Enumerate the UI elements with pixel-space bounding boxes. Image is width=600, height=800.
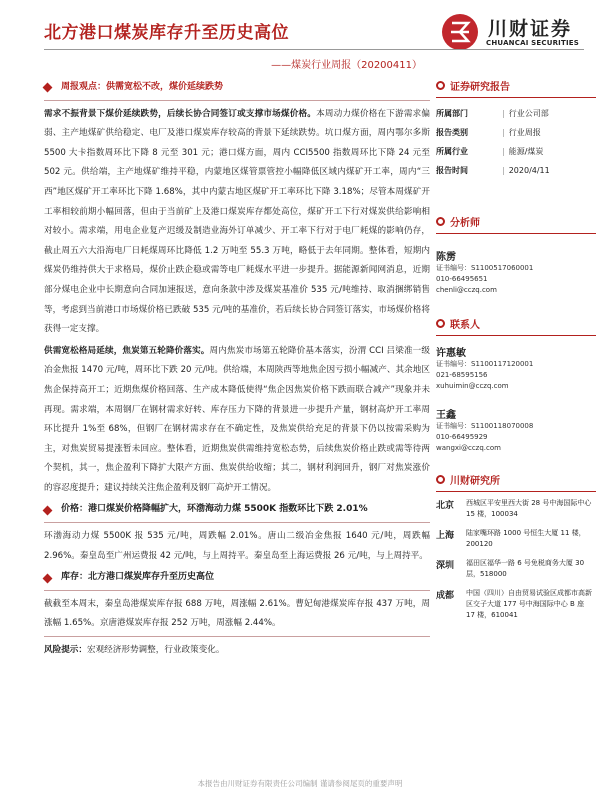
circle-bullet-icon [436,81,445,90]
circle-bullet-icon [436,475,445,484]
analyst-name: 陈雳 [436,252,456,263]
report-title: 北方港口煤炭库存升至历史高位 [44,23,289,43]
contact-name: 王鑫 [436,410,456,421]
contact-cert: 证书编号：S1100117120001 [436,360,534,368]
contact-tel: 010-66495929 [436,433,488,441]
info-row-industry: 所属行业 | 能源/煤炭 [436,147,544,156]
address-beijing: 北京 西城区平安里西大街 28 号中海国际中心 15 楼，100034 [436,499,592,518]
contact-heading: 联系人 [436,316,596,331]
contact-cert: 证书编号：S1100118070008 [436,422,534,430]
sidebar-divider [436,335,596,336]
sidebar-divider [436,233,596,234]
info-row-category: 报告类别 | 行业周报 [436,128,541,137]
diamond-bullet-icon [43,573,53,583]
view-heading: 周报观点：供需宽松不改，煤价延续跌势 [44,78,430,98]
contact-tel: 021-68595156 [436,371,488,379]
address-shanghai: 上海 陆家嘴环路 1000 号恒生大厦 11 楼，200120 [436,529,586,548]
price-heading: 价格：港口煤炭价格降幅扩大，环渤海动力煤 5500K 指数环比下跌 2.01% [44,500,430,520]
sidebar [436,78,596,621]
paragraph-coke: 供需宽松格局延续，焦炭第五轮降价落实。周内焦炭市场第五轮降价基本落实，汾渭 CCI 吕梁准一级冶金焦报 1470 元/吨，周环比下跌 20 元/吨。供给端，本周陕西等地焦企因亏损小幅减产、其余地区焦企保持高开工；近期焦煤价格回落、生产成本降低使得“焦企因焦炭价格下跌而联合减产”现象并未再现。需求端，本周钢厂在钢材需求好转、库存压力下降的背景进一步提升产量，钢材高炉开工率周环比提升 1%至 68%，但钢厂在钢材需求存在不确定性，及焦炭供给充足的背景下仍以按需采购为主，对焦炭贸易提涨暂未回应。整体看，近期焦炭供需维持宽松态势，后续焦炭价格止跌或需等待两个契机，其一，焦企盈利下降扩大限产方面、焦炭供给收缩；其二，钢材利润回升，钢厂对焦炭涨价的容忍度提升；建议持续关注焦企盈利及钢厂高炉开工情况。 [44,345,430,493]
address-shenzhen: 深圳 福田区福华一路 6 号免税商务大厦 30 层，518000 [436,559,585,578]
institute-heading: 川财研究所 [436,472,596,487]
info-row-date: 报告时间 | 2020/4/11 [436,166,550,175]
address-chengdu: 成都 中国（四川）自由贸易试验区成都市高新区交子大道 177 号中海国际中心 B 座 17 楼，610041 [436,589,592,619]
circle-bullet-icon [436,319,445,328]
sidebar-divider [436,97,596,98]
info-row-department: 所属部门 | 行业公司部 [436,109,549,118]
company-logo [442,14,582,50]
page-footer: 本报告由川财证券有限责任公司编制 谨请参阅尾页的重要声明 [197,779,403,788]
main-content [44,78,430,661]
contact-email[interactable]: wangxi@cczq.com [436,444,501,452]
section-divider [44,522,430,523]
paragraph-stock: 截截至本周末，秦皇岛港煤炭库存报 688 万吨，周涨幅 2.61%。曹妃甸港煤炭库存报 437 万吨，周涨幅 1.65%。京唐港煤炭库存报 252 万吨，周涨幅 2.44%。 [44,598,430,629]
diamond-bullet-icon [43,505,53,515]
paragraph-thermal-coal: 需求不振背景下煤价延续跌势，后续长协合同签订或支撑市场煤价格。本周动力煤价格在下游需求偏弱、主产地煤矿供给稳定、电厂及港口煤炭库存较高的背景下延续跌势。坑口煤方面，周内鄂尔多斯 5500 大卡指数周环比下降 8 元至 301 元；港口煤方面，周内 CCI5500 指数周环比下降 24 元至 502 元。供给端，主产地煤矿维持平稳，内蒙地区煤管票管控小幅降低区域内煤矿开工率，周内“三西”地区煤矿开工率环比下降 1.68%，其中内蒙古地区煤矿开工率环比下降 3.18%；尽管本周煤矿开工率相较前期小幅回落，但由于当前矿上及港口煤炭库存都处高位，煤矿开工下行对煤炭供给影响相对较小。需求端，用电企业复产迟缓及制造业海外订单减少、开工率下行对于电厂耗煤的影响仍存，截止周五六大沿海电厂日耗煤周环比降低 1.2 万吨至 55.3 万吨，略低于去年同期。整体看，短期内煤炭仍维持供大于求格局，煤价止跌企稳或需等电厂耗煤水平进一步提升。据能源新闻网消息，近期部分煤电企业中长期意向合同加速报送，意向条款中涉及煤炭基准价 535 元/吨维持、取消捆绑销售等，考虑到当前港口市场煤价格已跌破 535 元/吨的基准价，若后续长协合同签订落实，市场煤价格将获得一定支撑。 [44,108,430,335]
stock-heading: 库存：北方港口煤炭库存升至历史高位 [44,568,430,588]
logo-english: CHUANCAI SECURITIES [486,39,579,47]
sidebar-divider [436,491,596,492]
contact-email[interactable]: xuhuimin@cczq.com [436,382,509,390]
report-subtitle: ——煤炭行业周报（20200411） [271,60,422,71]
analyst-cert: 证书编号：S1100517060001 [436,264,534,272]
circle-bullet-icon [436,217,445,226]
cert-heading: 证券研究报告 [436,78,596,93]
logo-mark-icon [442,14,478,50]
diamond-bullet-icon [43,83,53,93]
risk-warning: 风险提示：宏观经济形势调整，行业政策变化。 [44,645,225,656]
contact-name: 许惠敏 [436,348,466,359]
analyst-heading: 分析师 [436,214,596,229]
logo-name: 川财证券 [488,18,573,40]
analyst-email[interactable]: chenli@cczq.com [436,286,497,294]
analyst-tel: 010-66495651 [436,275,488,283]
section-divider [44,590,430,591]
section-divider [44,636,430,637]
paragraph-price: 环渤海动力煤 5500K 报 535 元/吨，周跌幅 2.01%。唐山二级冶金焦报 1640 元/吨，周跌幅 2.96%。秦皇岛至广州运费报 42 元/吨，与上周持平。秦皇岛至上海运费报 26 元/吨，与上周持平。 [44,531,430,561]
section-divider [44,100,430,101]
header-divider [44,49,584,50]
